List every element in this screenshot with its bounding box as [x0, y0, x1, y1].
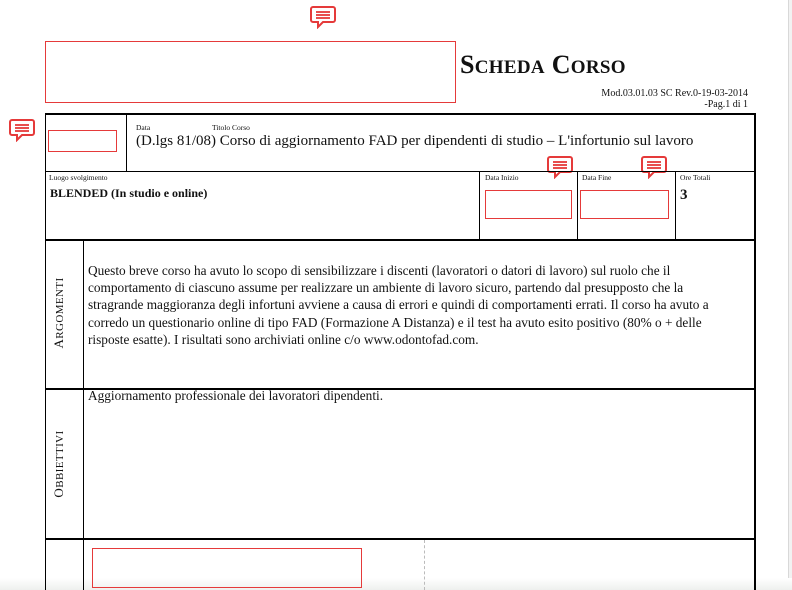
- redacted-signature-box[interactable]: [92, 548, 362, 588]
- course-title: (D.lgs 81/08) Corso di aggiornamento FAD per dipendenti di studio – L'infortunio sul lavoro: [136, 133, 694, 149]
- obbiettivi-label: OBBIETTIVI: [51, 430, 66, 498]
- table-divider: [45, 239, 755, 241]
- argomenti-text: Questo breve corso ha avuto lo scopo di sensibilizzare i discenti (lavoratori o datori di lavoro) sul ruolo che il comportamento di ciascuno assume per realizzare un ambiente di lavoro sicuro, partendo dal presupposto che la stragrande maggioranza degli infortuni avviene a causa di errori e quindi di comportamenti errati. Il corso ha avuto a corredo un questionario online di tipo FAD (Formazione A Distanza) e il test ha avuto esito positivo (80% o + delle risposte esatte). I risultati sono archiviati online c/o www.odontofad.com.: [88, 263, 709, 347]
- table-divider: [83, 239, 84, 590]
- page-number: -Pag.1 di 1: [704, 99, 748, 110]
- data-label: Data: [136, 123, 151, 132]
- data-fine-label: Data Fine: [582, 173, 612, 182]
- argomenti-label: ARGOMENTI: [51, 277, 66, 349]
- ore-totali-value: 3: [680, 187, 688, 203]
- redacted-logo-box[interactable]: [45, 41, 456, 103]
- document-meta: [601, 88, 748, 110]
- obbiettivi-text: Aggiornamento professionale dei lavoratori dipendenti.: [88, 388, 384, 403]
- comment-icon[interactable]: [9, 118, 35, 142]
- table-divider: [45, 171, 755, 172]
- redacted-end-date-box[interactable]: [580, 190, 669, 219]
- comment-icon[interactable]: [547, 155, 573, 179]
- titolo-label: Titolo Corso: [212, 123, 250, 132]
- table-border-left: [45, 113, 46, 590]
- redacted-date-box[interactable]: [48, 130, 117, 152]
- page-title: SCHEDA CORSO: [460, 50, 626, 79]
- redacted-start-date-box[interactable]: [485, 190, 572, 219]
- ore-totali-label: Ore Totali: [680, 173, 711, 182]
- table-divider: [45, 538, 755, 540]
- table-divider: [126, 113, 127, 171]
- luogo-label: Luogo svolgimento: [49, 173, 108, 182]
- table-divider: [577, 171, 578, 239]
- comment-icon[interactable]: [641, 155, 667, 179]
- table-divider: [479, 171, 480, 239]
- comment-icon[interactable]: [310, 5, 336, 29]
- page-edge: [788, 0, 792, 590]
- table-divider-dashed: [424, 540, 425, 590]
- module-code: Mod.03.01.03 SC Rev.0-19-03-2014: [601, 88, 748, 99]
- luogo-value: BLENDED (In studio e online): [50, 186, 208, 200]
- table-border-right: [754, 113, 756, 590]
- table-divider: [675, 171, 676, 239]
- table-border-top: [45, 113, 755, 115]
- data-inizio-label: Data Inizio: [485, 173, 519, 182]
